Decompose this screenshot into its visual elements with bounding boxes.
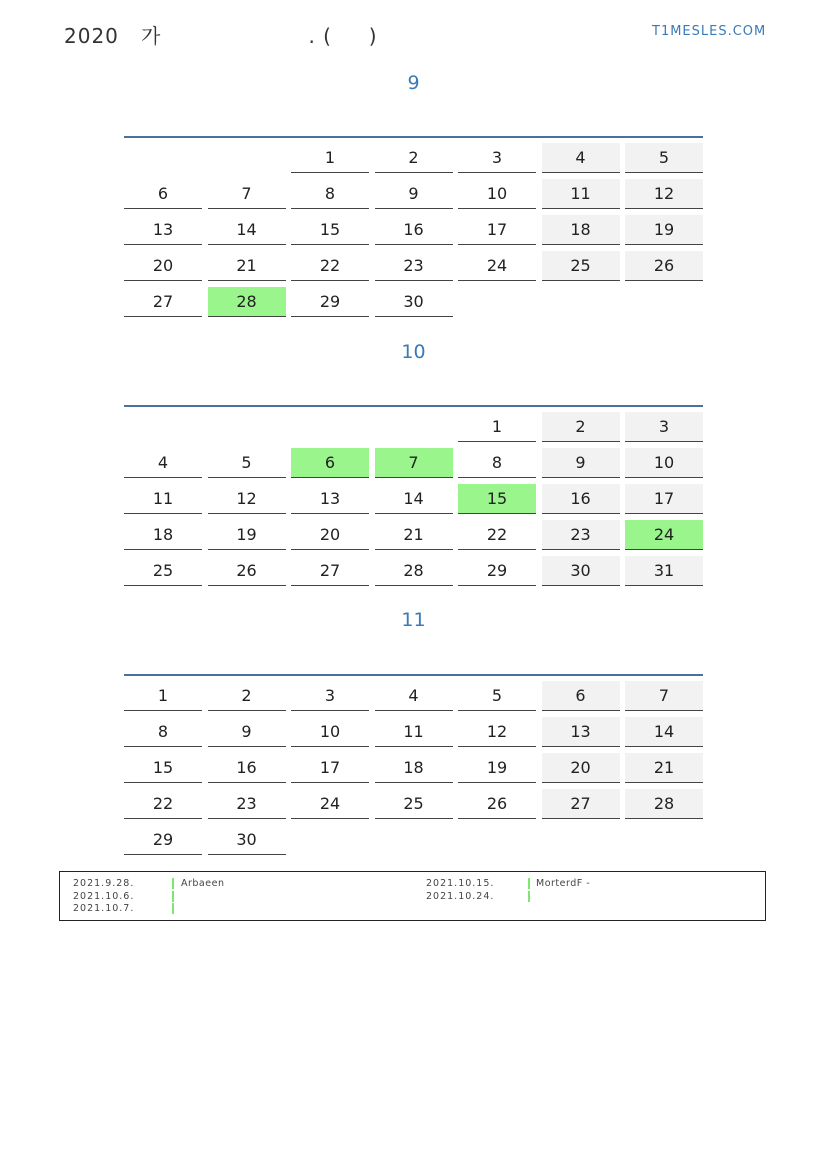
calendar-day[interactable]: 22: [124, 789, 202, 819]
calendar-week-row: [124, 750, 703, 786]
calendar-day-holiday[interactable]: 7: [375, 448, 453, 478]
calendar-day[interactable]: 8: [124, 717, 202, 747]
calendar-day[interactable]: 18: [124, 520, 202, 550]
calendar-day[interactable]: 13: [542, 717, 620, 747]
calendar-day[interactable]: 29: [291, 287, 369, 317]
calendar-empty-cell: [458, 287, 536, 317]
calendar-week-row: [124, 481, 703, 517]
calendar-day[interactable]: 12: [458, 717, 536, 747]
calendar-day[interactable]: 8: [458, 448, 536, 478]
calendar-week-row: [124, 176, 703, 212]
calendar-day[interactable]: 14: [375, 484, 453, 514]
calendar-empty-cell: [291, 412, 369, 442]
calendar-day[interactable]: 8: [291, 179, 369, 209]
calendar-day[interactable]: 5: [458, 681, 536, 711]
calendar-day[interactable]: 10: [625, 448, 703, 478]
calendar-day[interactable]: 9: [542, 448, 620, 478]
calendar-day[interactable]: 9: [375, 179, 453, 209]
calendar-day[interactable]: 31: [625, 556, 703, 586]
calendar-week-row: [124, 445, 703, 481]
calendar-day[interactable]: 19: [458, 753, 536, 783]
calendar-day[interactable]: 1: [458, 412, 536, 442]
calendar-day[interactable]: 24: [458, 251, 536, 281]
calendar-day[interactable]: 11: [542, 179, 620, 209]
legend-date: 2021.10.6.: [73, 890, 135, 902]
calendar-day[interactable]: 23: [208, 789, 286, 819]
calendar-week-row: [124, 517, 703, 553]
calendar-day[interactable]: 21: [375, 520, 453, 550]
calendar-day[interactable]: 20: [291, 520, 369, 550]
calendar-day[interactable]: 2: [208, 681, 286, 711]
calendar-day[interactable]: 29: [124, 825, 202, 855]
calendar-empty-cell: [625, 825, 703, 855]
month-rule: [124, 405, 703, 407]
brand-link[interactable]: T1MESLES.COM: [652, 24, 767, 39]
calendar-day[interactable]: 30: [208, 825, 286, 855]
calendar-day[interactable]: 25: [375, 789, 453, 819]
legend-date: 2021.9.28.: [73, 878, 135, 889]
calendar-empty-cell: [124, 412, 202, 442]
legend-date: 2021.10.7.: [73, 903, 135, 914]
calendar-empty-cell: [208, 143, 286, 173]
calendar-grid-november: [124, 678, 703, 858]
calendar-day[interactable]: 3: [291, 681, 369, 711]
legend-date: 2021.10.24.: [426, 890, 495, 902]
calendar-day[interactable]: 10: [291, 717, 369, 747]
calendar-day[interactable]: 19: [208, 520, 286, 550]
calendar-day[interactable]: 6: [542, 681, 620, 711]
calendar-day[interactable]: 1: [124, 681, 202, 711]
calendar-day[interactable]: 16: [208, 753, 286, 783]
month-title-october: 10: [401, 341, 426, 363]
calendar-day[interactable]: 5: [625, 143, 703, 173]
calendar-grid-september: [124, 140, 703, 320]
calendar-day[interactable]: 30: [375, 287, 453, 317]
calendar-day[interactable]: 23: [375, 251, 453, 281]
calendar-day[interactable]: 13: [124, 215, 202, 245]
calendar-week-row: [124, 284, 703, 320]
calendar-day-holiday[interactable]: 24: [625, 520, 703, 550]
calendar-day[interactable]: 11: [375, 717, 453, 747]
calendar-day[interactable]: 20: [542, 753, 620, 783]
month-rule: [124, 674, 703, 676]
calendar-day[interactable]: 5: [208, 448, 286, 478]
legend-marker: [528, 878, 530, 889]
calendar-day[interactable]: 20: [124, 251, 202, 281]
holiday-legend: [59, 871, 766, 921]
calendar-day[interactable]: 3: [625, 412, 703, 442]
legend-marker: [528, 891, 530, 902]
month-title-november: 11: [401, 609, 426, 631]
calendar-empty-cell: [542, 287, 620, 317]
calendar-day[interactable]: 27: [124, 287, 202, 317]
calendar-empty-cell: [542, 825, 620, 855]
calendar-day[interactable]: 25: [542, 251, 620, 281]
calendar-day[interactable]: 3: [458, 143, 536, 173]
calendar-day[interactable]: 9: [208, 717, 286, 747]
calendar-day[interactable]: 29: [458, 556, 536, 586]
calendar-grid-october: [124, 409, 703, 589]
calendar-day[interactable]: 16: [542, 484, 620, 514]
calendar-week-row: [124, 140, 703, 176]
calendar-day[interactable]: 2: [375, 143, 453, 173]
calendar-week-row: [124, 714, 703, 750]
calendar-day[interactable]: 6: [124, 179, 202, 209]
legend-holiday-name: Arbaeen: [181, 878, 225, 889]
calendar-day[interactable]: 21: [208, 251, 286, 281]
calendar-day[interactable]: 1: [291, 143, 369, 173]
calendar-empty-cell: [458, 825, 536, 855]
calendar-day[interactable]: 19: [625, 215, 703, 245]
calendar-day[interactable]: 4: [542, 143, 620, 173]
calendar-day[interactable]: 12: [208, 484, 286, 514]
calendar-day[interactable]: 7: [625, 681, 703, 711]
calendar-week-row: [124, 553, 703, 589]
calendar-day[interactable]: 22: [458, 520, 536, 550]
calendar-day[interactable]: 10: [458, 179, 536, 209]
calendar-day[interactable]: 25: [124, 556, 202, 586]
calendar-week-row: [124, 409, 703, 445]
legend-marker: [172, 903, 174, 914]
legend-marker: [172, 878, 174, 889]
legend-holiday-name: MorterdF -: [536, 878, 591, 889]
calendar-day[interactable]: 23: [542, 520, 620, 550]
calendar-day-holiday[interactable]: 15: [458, 484, 536, 514]
calendar-day-holiday[interactable]: 28: [208, 287, 286, 317]
calendar-empty-cell: [291, 825, 369, 855]
calendar-day[interactable]: 12: [625, 179, 703, 209]
calendar-empty-cell: [124, 143, 202, 173]
calendar-day[interactable]: 16: [375, 215, 453, 245]
calendar-day[interactable]: 14: [208, 215, 286, 245]
calendar-day[interactable]: 17: [625, 484, 703, 514]
calendar-day[interactable]: 4: [124, 448, 202, 478]
calendar-day[interactable]: 18: [375, 753, 453, 783]
calendar-empty-cell: [375, 412, 453, 442]
calendar-day[interactable]: 7: [208, 179, 286, 209]
calendar-day[interactable]: 28: [375, 556, 453, 586]
calendar-week-row: [124, 212, 703, 248]
calendar-day[interactable]: 2: [542, 412, 620, 442]
month-title-september: 9: [407, 72, 420, 94]
calendar-empty-cell: [375, 825, 453, 855]
calendar-day[interactable]: 22: [291, 251, 369, 281]
calendar-day[interactable]: 26: [625, 251, 703, 281]
calendar-empty-cell: [625, 287, 703, 317]
calendar-day[interactable]: 14: [625, 717, 703, 747]
month-rule: [124, 136, 703, 138]
calendar-day[interactable]: 4: [375, 681, 453, 711]
calendar-week-row: [124, 248, 703, 284]
calendar-day[interactable]: 27: [542, 789, 620, 819]
legend-marker: [172, 891, 174, 902]
calendar-day[interactable]: 21: [625, 753, 703, 783]
calendar-day[interactable]: 18: [542, 215, 620, 245]
page-title: 2020 가 . ( ): [64, 24, 378, 48]
calendar-day[interactable]: 24: [291, 789, 369, 819]
legend-date: 2021.10.15.: [426, 878, 495, 889]
calendar-day[interactable]: 13: [291, 484, 369, 514]
calendar-day[interactable]: 30: [542, 556, 620, 586]
calendar-week-row: [124, 786, 703, 822]
calendar-day[interactable]: 15: [291, 215, 369, 245]
calendar-day-holiday[interactable]: 6: [291, 448, 369, 478]
calendar-week-row: [124, 822, 703, 858]
calendar-day[interactable]: 15: [124, 753, 202, 783]
calendar-day[interactable]: 17: [291, 753, 369, 783]
calendar-day[interactable]: 28: [625, 789, 703, 819]
calendar-day[interactable]: 26: [208, 556, 286, 586]
calendar-week-row: [124, 678, 703, 714]
calendar-day[interactable]: 11: [124, 484, 202, 514]
calendar-day[interactable]: 26: [458, 789, 536, 819]
calendar-empty-cell: [208, 412, 286, 442]
calendar-day[interactable]: 27: [291, 556, 369, 586]
calendar-day[interactable]: 17: [458, 215, 536, 245]
